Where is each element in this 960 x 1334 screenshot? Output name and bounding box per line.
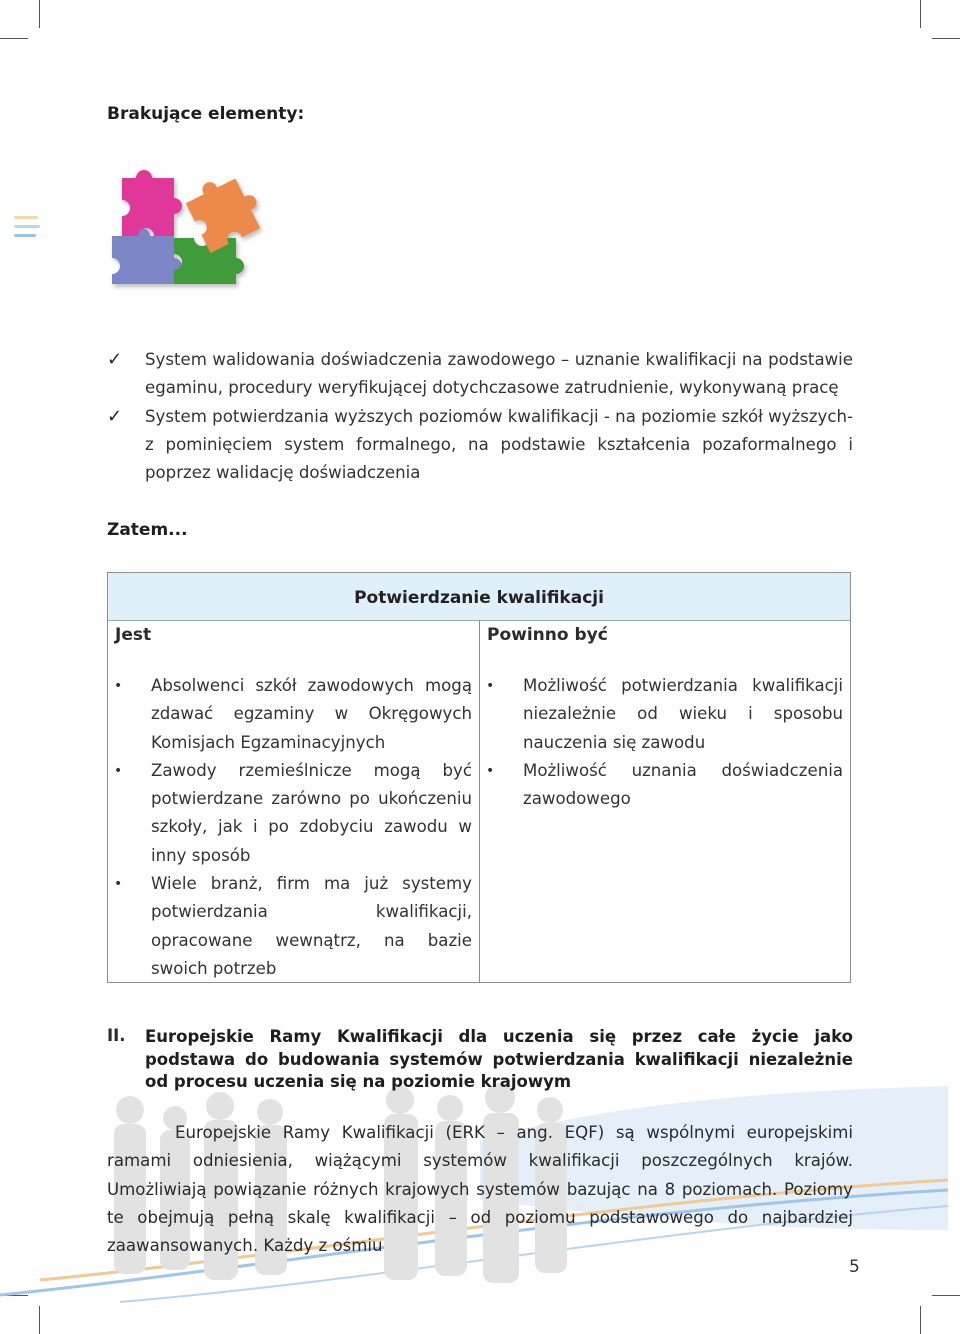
heading-zatem: Zatem... bbox=[107, 520, 188, 540]
body-paragraph bbox=[107, 1119, 853, 1260]
crop-mark bbox=[39, 1306, 40, 1334]
heading-missing-elements: Brakujące elementy: bbox=[107, 104, 305, 124]
puzzle-piece-blue bbox=[112, 228, 182, 284]
table-header: Potwierdzanie kwalifikacji bbox=[108, 573, 850, 621]
crop-mark bbox=[39, 0, 40, 28]
current-list bbox=[114, 672, 472, 983]
puzzle-pieces-illustration bbox=[104, 164, 276, 292]
puzzle-piece-pink bbox=[122, 170, 182, 236]
crop-mark bbox=[920, 0, 921, 28]
section-title: Europejskie Ramy Kwalifikacji dla uczenia się przez całe życie jako podstawa do budowania systemów potwierdzania kwalifikacji niezależnie od procesu uczenia się na poziomie krajowym bbox=[145, 1027, 853, 1091]
checklist bbox=[107, 346, 853, 487]
list-item: • Wiele branż, firm ma już systemy potwierdzania kwalifikacji, opracowane wewnątrz, na bazie swoich potrzeb bbox=[114, 870, 472, 983]
checkmark-icon: ✓ bbox=[107, 349, 123, 370]
checklist-item bbox=[107, 346, 853, 403]
list-item: • Zawody rzemieślnicze mogą być potwierdzane zarówno po ukończeniu szkoły, jak i po zdobyciu zawodu w inny sposób bbox=[114, 757, 472, 870]
checklist-item-text: System walidowania doświadczenia zawodowego – uznanie kwalifikacji na podstawie egaminu, procedury weryfikującej dotychczasowe zatrudnienie, wykonywaną pracę bbox=[145, 350, 853, 398]
body-paragraph-text: Europejskie Ramy Kwalifikacji (ERK – ang. EQF) są wspólnymi europejskimi ramami odniesienia, wiążącymi systemów kwalifikacji poszczególnych krajów. Umożliwiają powiązanie różnych krajowych systemów bazując na 8 poziomach. Poziomy te obejmują pełną skalę kwalifikacji – od poziomu podstawowego do najbardziej zaawansowanych. Każdy z ośmiu bbox=[107, 1123, 853, 1256]
desired-list bbox=[486, 672, 843, 813]
section-ii bbox=[107, 1026, 853, 1094]
checklist-item-text: System potwierdzania wyższych poziomów kwalifikacji - na poziomie szkół wyższych- z pominięciem system formalnego, na podstawie kształcenia pozaformalnego i poprzez walidację doświadczenia bbox=[145, 406, 853, 483]
qualification-table bbox=[107, 572, 851, 983]
column-title-desired: Powinno być bbox=[487, 625, 608, 645]
column-title-current: Jest bbox=[115, 625, 152, 645]
checkmark-icon: ✓ bbox=[107, 405, 123, 427]
crop-mark bbox=[932, 38, 960, 39]
crop-mark bbox=[0, 38, 28, 39]
page-number: 5 bbox=[849, 1257, 860, 1277]
checklist-item bbox=[107, 403, 853, 488]
section-number: II. bbox=[107, 1026, 126, 1045]
list-item: • Możliwość potwierdzania kwalifikacji niezależnie od wieku i sposobu nauczenia się zawodu bbox=[486, 672, 843, 757]
list-item: • Absolwenci szkół zawodowych mogą zdawać egzaminy w Okręgowych Komisjach Egzaminacyjnych bbox=[114, 672, 472, 757]
crop-mark bbox=[920, 1306, 921, 1334]
puzzle-piece-orange bbox=[186, 178, 261, 253]
list-item: • Możliwość uznania doświadczenia zawodowego bbox=[486, 757, 843, 814]
edge-decoration bbox=[0, 212, 44, 252]
